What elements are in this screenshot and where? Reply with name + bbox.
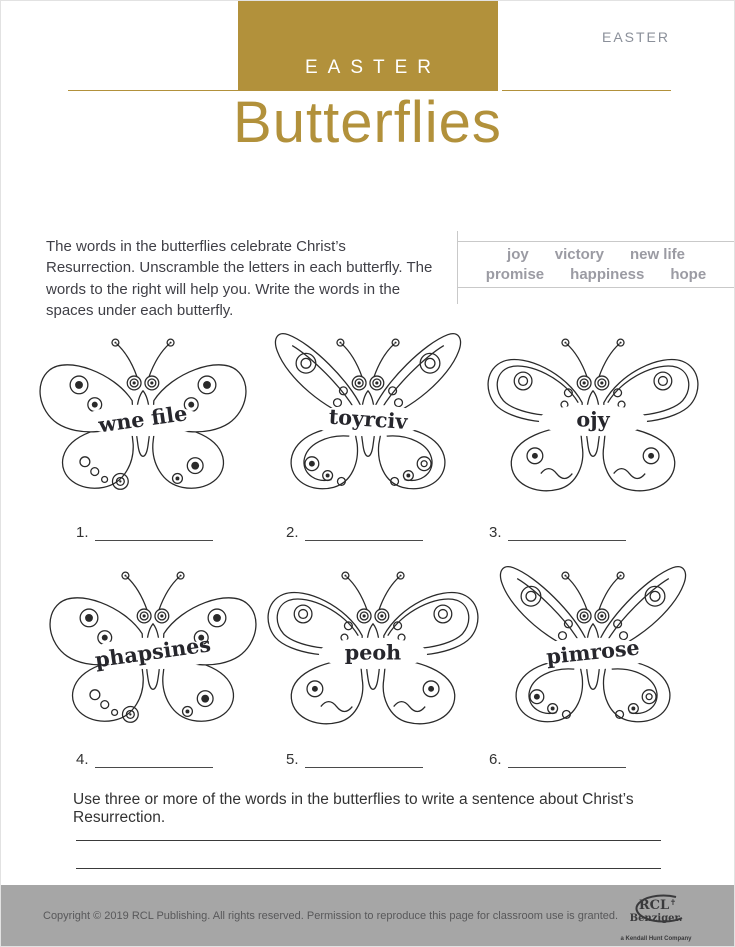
word-bank-word: victory	[554, 246, 604, 263]
butterfly-5	[259, 549, 487, 741]
answer-blank-4	[76, 748, 213, 768]
word-bank-word: happiness	[570, 266, 645, 283]
instructions-text: The words in the butterflies celebrate Christ’s Resurrection. Unscramble the letters in each butterfly. The words to the right will help you. Write the words in the spaces under each butterfly.	[46, 238, 433, 319]
butterfly-6	[479, 549, 707, 741]
page-title: Butterflies	[233, 90, 502, 155]
answer-blank-6	[489, 748, 626, 768]
scrambled-word-2: toyrciv	[328, 404, 409, 434]
word-bank-word: joy	[507, 246, 529, 263]
butterfly-2	[254, 316, 482, 508]
page-category-label: EASTER	[601, 29, 670, 45]
scrambled-word-6: pimrose	[545, 635, 641, 670]
answer-line	[95, 523, 213, 541]
butterfly-3	[479, 316, 707, 508]
answer-number: 3.	[489, 524, 502, 541]
answer-line	[95, 750, 213, 768]
word-bank-word: new life	[629, 246, 685, 263]
answer-line	[508, 523, 626, 541]
scrambled-word-3: ojy	[576, 407, 610, 432]
answer-number: 2.	[286, 524, 299, 541]
answer-blank-3	[489, 521, 626, 541]
rcl-benziger-logo	[616, 892, 696, 942]
answer-line	[305, 750, 423, 768]
answer-line	[508, 750, 626, 768]
word-bank-top-rule	[458, 241, 734, 242]
svg-text:✝: ✝	[669, 898, 677, 907]
answer-number: 6.	[489, 751, 502, 768]
butterfly-4	[39, 549, 267, 741]
copyright-text: Copyright © 2019 RCL Publishing. All rights reserved. Permission to reproduce this page for classroom use is granted.	[43, 909, 619, 922]
answer-blank-1	[76, 521, 213, 541]
word-bank	[458, 245, 734, 285]
svg-text:RCL: RCL	[638, 898, 670, 913]
logo-tagline: a Kendall Hunt Company	[620, 936, 692, 942]
answer-blank-5	[286, 748, 423, 768]
butterfly-1	[29, 316, 257, 508]
word-bank-word: promise	[485, 266, 545, 283]
scrambled-word-1: wne file	[97, 401, 189, 438]
writing-line-1	[76, 839, 661, 841]
word-bank-row-1	[458, 245, 734, 265]
easter-banner	[238, 1, 498, 91]
writing-line-2	[76, 867, 661, 869]
answer-blank-2	[286, 521, 423, 541]
scrambled-word-4: phapsines	[93, 632, 213, 673]
footer-bar	[1, 885, 734, 946]
scrambled-word-5: peoh	[344, 640, 402, 665]
svg-text:Benziger.: Benziger.	[629, 913, 683, 924]
answer-number: 4.	[76, 751, 89, 768]
word-bank-word: hope	[670, 266, 707, 283]
rcl-benziger-logo-mark	[616, 892, 696, 930]
word-bank-bottom-rule	[458, 287, 734, 288]
answer-line	[305, 523, 423, 541]
answer-number: 5.	[286, 751, 299, 768]
sentence-prompt: Use three or more of the words in the butterflies to write a sentence about Christ’s Resurrection.	[73, 791, 634, 826]
word-bank-row-2	[458, 265, 734, 285]
banner-label: EASTER	[304, 57, 442, 78]
answer-number: 1.	[76, 524, 89, 541]
